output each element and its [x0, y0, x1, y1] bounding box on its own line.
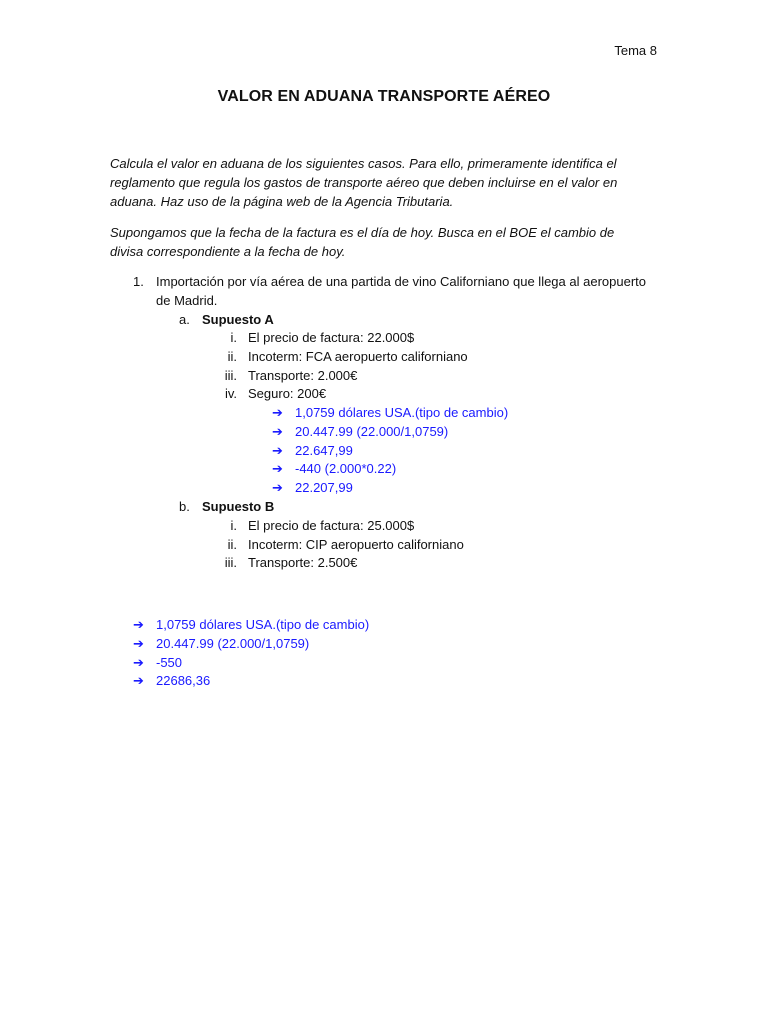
intro-paragraph-1: Calcula el valor en aduana de los siguientes casos. Para ello, primeramente identifica el reglamento que regula los gastos de transporte aéreo que deben incluirse en el valor en aduana. Haz uso de la página web de la Agencia Tributaria.: [110, 156, 618, 209]
page-title: VALOR EN ADUANA TRANSPORTE AÉREO: [217, 88, 551, 105]
supuesto-b-answer: -550: [156, 655, 183, 670]
supuesto-b-answer: 22686,36: [156, 673, 211, 688]
arrow-icon: ➔: [272, 461, 283, 476]
intro-paragraph-2: Supongamos que la fecha de la factura es el día de hoy. Busca en el BOE el cambio de divisa correspondiente a la fecha de hoy.: [110, 225, 615, 259]
supuesto-a-item-num: i.: [230, 330, 237, 345]
arrow-icon: ➔: [133, 655, 144, 670]
supuesto-a-answer: -440 (2.000*0.22): [295, 461, 397, 476]
supuesto-b-item-num: i.: [230, 518, 237, 533]
arrow-icon: ➔: [133, 636, 144, 651]
supuesto-a-item-num: iv.: [224, 386, 237, 401]
arrow-icon: ➔: [133, 673, 144, 688]
supuesto-a-heading: Supuesto A: [202, 312, 274, 327]
supuesto-b-item-text: Incoterm: CIP aeropuerto californiano: [248, 537, 464, 552]
supuesto-b-item-num: iii.: [224, 555, 237, 570]
arrow-icon: ➔: [272, 405, 283, 420]
supuesto-a-item-text: Incoterm: FCA aeropuerto californiano: [248, 349, 468, 364]
supuesto-b-heading: Supuesto B: [202, 499, 275, 514]
supuesto-a-item-num: iii.: [224, 368, 237, 383]
supuesto-a-answer: 20.447.99 (22.000/1,0759): [295, 424, 449, 439]
supuesto-b-item-text: Transporte: 2.500€: [248, 555, 358, 570]
supuesto-b-item-num: ii.: [227, 537, 237, 552]
supuesto-b-answer: 20.447.99 (22.000/1,0759): [156, 636, 310, 651]
supuesto-a-answer: 22.207,99: [295, 480, 353, 495]
supuesto-b-item-text: El precio de factura: 25.000$: [248, 518, 415, 533]
supuesto-a-item-text: Seguro: 200€: [248, 386, 327, 401]
arrow-icon: ➔: [272, 424, 283, 439]
supuesto-a-answer: 1,0759 dólares USA.(tipo de cambio): [295, 405, 509, 420]
arrow-icon: ➔: [272, 443, 283, 458]
supuesto-b-answer: 1,0759 dólares USA.(tipo de cambio): [156, 617, 370, 632]
supuesto-a-letter: a.: [179, 312, 190, 327]
item1-text-line2: de Madrid.: [156, 293, 218, 308]
arrow-icon: ➔: [133, 617, 144, 632]
supuesto-a-item-num: ii.: [227, 349, 237, 364]
list-number-1: 1.: [133, 274, 144, 289]
item1-text-line1: Importación por vía aérea de una partida de vino Californiano que llega al aeropuerto: [156, 274, 646, 289]
page-header-tema: Tema 8: [614, 43, 657, 58]
supuesto-a-answer: 22.647,99: [295, 443, 353, 458]
supuesto-b-letter: b.: [179, 499, 190, 514]
arrow-icon: ➔: [272, 480, 283, 495]
supuesto-a-item-text: Transporte: 2.000€: [248, 368, 358, 383]
supuesto-a-item-text: El precio de factura: 22.000$: [248, 330, 415, 345]
